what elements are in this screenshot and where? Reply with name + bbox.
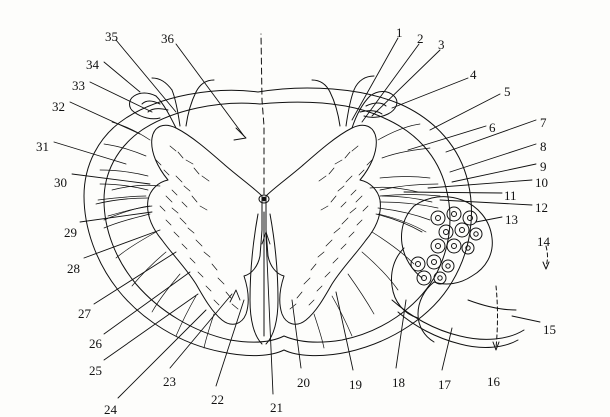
figure-label-29: 29 — [64, 225, 77, 240]
figure-label-36: 36 — [161, 31, 174, 46]
figure-label-8: 8 — [540, 139, 547, 154]
figure-label-16: 16 — [487, 374, 500, 389]
figure-label-26: 26 — [89, 336, 102, 351]
dashed-arrow-16 — [493, 286, 499, 350]
white-matter-striations-left — [98, 122, 214, 348]
figure-label-22: 22 — [211, 392, 224, 407]
figure-label-33: 33 — [72, 78, 85, 93]
ventral-root-fibers-left — [96, 184, 150, 220]
figure-label-23: 23 — [163, 374, 176, 389]
figure-label-30: 30 — [54, 175, 67, 190]
figure-label-21: 21 — [270, 400, 283, 415]
figure-label-14: 14 — [537, 234, 550, 249]
figure-label-4: 4 — [470, 67, 477, 82]
figure-label-5: 5 — [504, 84, 511, 99]
figure-label-10: 10 — [535, 175, 548, 190]
figure-label-9: 9 — [540, 159, 547, 174]
figure-label-20: 20 — [297, 375, 310, 390]
figure-label-7: 7 — [540, 115, 547, 130]
figure-label-24: 24 — [104, 402, 117, 417]
figure-label-27: 27 — [78, 306, 91, 321]
figure-label-3: 3 — [438, 37, 445, 52]
figure-label-17: 17 — [438, 377, 451, 392]
anterior-median-fissure — [250, 212, 278, 344]
figure-label-18: 18 — [392, 375, 405, 390]
ventral-root-fibers-right — [376, 184, 440, 232]
dashed-arrow-14 — [543, 246, 549, 269]
figure-label-6: 6 — [489, 120, 496, 135]
dorsal-rootlets-left — [130, 78, 215, 128]
figure-label-35: 35 — [105, 29, 118, 44]
figure-label-28: 28 — [67, 261, 80, 276]
figure-label-19: 19 — [349, 377, 362, 392]
figure-label-32: 32 — [52, 99, 65, 114]
ganglion-cell-cluster-upper — [431, 207, 482, 254]
figure-label-1: 1 — [396, 25, 403, 40]
figure-label-2: 2 — [417, 31, 424, 46]
figure-label-13: 13 — [505, 212, 518, 227]
figure-label-25: 25 — [89, 363, 102, 378]
figure-label-31: 31 — [36, 139, 49, 154]
figure-label-11: 11 — [504, 188, 517, 203]
dorsal-rootlets-right — [312, 76, 397, 128]
posterior-median-septum — [261, 34, 264, 194]
figure-label-15: 15 — [543, 322, 556, 337]
dorsal-root-ganglion — [392, 197, 493, 342]
figure-label-34: 34 — [86, 57, 99, 72]
figure-label-12: 12 — [535, 200, 548, 215]
outer-membrane-outline — [84, 88, 471, 356]
